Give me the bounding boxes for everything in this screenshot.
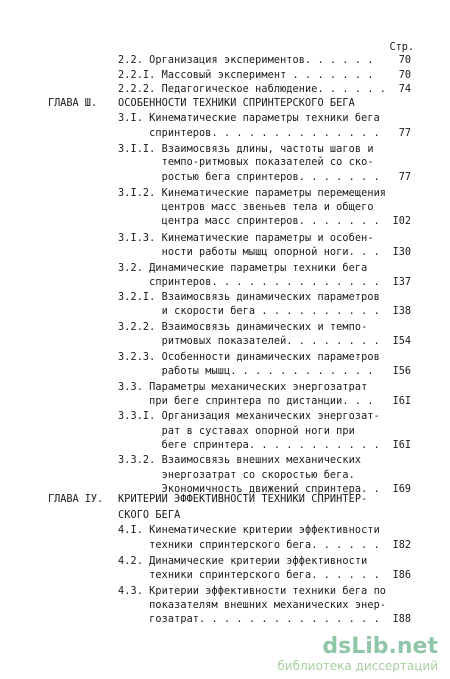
toc-entry: показателям внешних механических энер- (118, 600, 387, 611)
chapter-label-3: ГЛАВА Ш. (48, 98, 98, 109)
toc-entry: спринтеров. . . . . . . . . . . . . . (118, 277, 380, 288)
toc-entry: ности работы мышц опорной ноги. . . (118, 247, 380, 258)
toc-entry: темпо-ритмовых показателей со ско- (118, 157, 374, 168)
toc-page-number: I86 (392, 570, 411, 581)
toc-entry: 2.2.I. Массовый эксперимент . . . . . . . (118, 70, 374, 81)
toc-entry: гозатрат. . . . . . . . . . . . . . . (118, 614, 380, 625)
toc-entry: техники спринтерского бега. . . . . . (118, 540, 380, 551)
toc-page-number: I6I (392, 440, 411, 451)
toc-entry: ростью бега спринтеров. . . . . . . (118, 172, 380, 183)
page-column-header: Стр. (389, 42, 414, 53)
toc-entry: 3.3.I. Организация механических энергозат- (118, 411, 380, 422)
toc-entry: 3.I.I. Взаимосвязь длины, частоты шагов и (118, 144, 374, 155)
toc-page-number: 70 (398, 55, 411, 66)
toc-entry: спринтеров. . . . . . . . . . . . . . (118, 128, 380, 139)
toc-entry: техники спринтерского бега. . . . . . (118, 570, 380, 581)
toc-page-number: 70 (398, 70, 411, 81)
toc-entry: 4.2. Динамические критерии эффективности (118, 556, 368, 567)
toc-page-number: 74 (398, 84, 411, 95)
toc-entry: центра масс спринтеров. . . . . . . (118, 216, 380, 227)
toc-entry: 3.I.3. Кинематические параметры и особен- (118, 233, 374, 244)
toc-entry: работы мышц. . . . . . . . . . . . (118, 366, 374, 377)
toc-entry: беге спринтера. . . . . . . . . . . (118, 440, 380, 451)
toc-page-number: I82 (392, 540, 411, 551)
toc-page-number: I6I (392, 396, 411, 407)
toc-entry: 3.I. Кинематические параметры техники бега (118, 113, 380, 124)
toc-page-number: 77 (398, 172, 411, 183)
watermark (277, 635, 438, 673)
toc-entry: ритмовых показателей. . . . . . . . (118, 336, 380, 347)
toc-page-number: I38 (392, 306, 411, 317)
toc-page-number: I37 (392, 277, 411, 288)
toc-entry: 2.2.2. Педагогическое наблюдение. . . . . . (118, 84, 387, 95)
toc-entry: 4.3. Критерии эффективности техники бега по (118, 586, 387, 597)
toc-entry: 3.I.2. Кинематические параметры перемещения (118, 188, 387, 199)
toc-entry: 3.2.2. Взаимосвязь динамических и темпо- (118, 322, 368, 333)
toc-entry: 3.2.I. Взаимосвязь динамических параметров (118, 292, 380, 303)
toc-entry: 2.2. Организация экспериментов. . . . . . (118, 55, 374, 66)
toc-entry: 3.2. Динамические параметры техники бега (118, 263, 368, 274)
toc-entry: ОСОБЕННОСТИ ТЕХНИКИ СПРИНТЕРСКОГО БЕГА (118, 98, 355, 109)
toc-page-number: I30 (392, 247, 411, 258)
toc-page-number: I69 (392, 484, 411, 495)
chapter-label-4: ГЛАВА IУ. (48, 494, 104, 505)
toc-entry: центров масс звеньев тела и общего (118, 202, 374, 213)
toc-page-number: I88 (392, 614, 411, 625)
toc-entry: 4.I. Кинематические критерии эффективности (118, 525, 380, 536)
toc-entry: 3.3.2. Взаимосвязь внешних механических (118, 455, 362, 466)
toc-entry: энергозатрат со скоростью бега. (118, 470, 355, 481)
toc-entry: КРИТЕРИИ ЭФФЕКТИВНОСТИ ТЕХНИКИ СПРИНТЕР- (118, 494, 368, 505)
toc-entry: Экономичность движений спринтера. . (118, 484, 380, 495)
toc-page-number: I54 (392, 336, 411, 347)
toc-entry: 3.3. Параметры механических энергозатрат (118, 382, 368, 393)
toc-entry: и скорости бега . . . . . . . . . . (118, 306, 380, 317)
toc-page-number: I02 (392, 216, 411, 227)
toc-entry: при беге спринтера по дистанции. . . (118, 396, 374, 407)
toc-entry: рат в суставах опорной ноги при (118, 426, 355, 437)
watermark-subtitle: библиотека диссертаций (277, 659, 438, 673)
toc-page-number: 77 (398, 128, 411, 139)
watermark-logo: dsLib.net (322, 634, 438, 659)
toc-page-number: I56 (392, 366, 411, 377)
toc-entry: 3.2.3. Особенности динамических параметров (118, 352, 380, 363)
toc-entry: СКОГО БЕГА (118, 510, 181, 521)
